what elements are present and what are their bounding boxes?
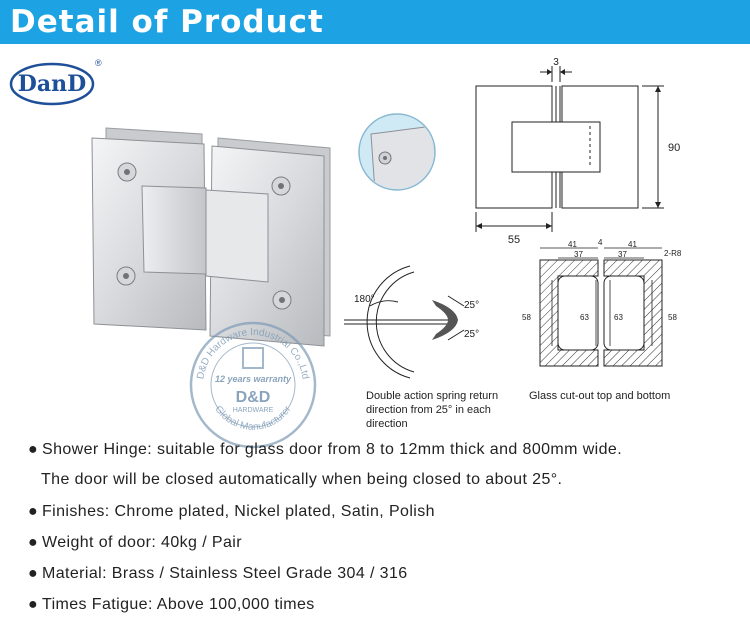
- angle-25-top: 25°: [464, 300, 480, 311]
- registered-mark: ®: [95, 58, 102, 68]
- feature-text: Material: Brass / Stainless Steel Grade 304 / 316: [42, 565, 408, 582]
- dim-41-left: 41: [568, 240, 577, 249]
- watermark-stamp: [188, 320, 318, 450]
- dim-37-right: 37: [618, 250, 627, 259]
- stamp-brand: D&D: [235, 389, 271, 406]
- feature-item: [28, 531, 743, 554]
- dim-height: 90: [668, 142, 681, 154]
- double-action-caption: Double action spring return direction from 25° in each direction: [366, 390, 499, 430]
- brand-logo: [9, 62, 95, 106]
- bullet-icon: ●: [28, 565, 39, 582]
- feature-text: Weight of door: 40kg / Pair: [42, 534, 242, 551]
- stamp-arc-bottom: Global Manufacturer: [212, 403, 294, 433]
- stamp-warranty: 12 years warranty: [214, 374, 292, 384]
- feature-item: [28, 562, 743, 585]
- dim-58-right: 58: [668, 313, 677, 322]
- cutout-drawing: [518, 240, 698, 380]
- page-title: Detail of Product: [10, 4, 324, 40]
- feature-text: Finishes: Chrome plated, Nickel plated, Satin, Polish: [42, 503, 435, 520]
- logo-text: DanD: [17, 71, 87, 97]
- bullet-icon: ●: [28, 503, 39, 520]
- bullet-icon: ●: [28, 441, 39, 458]
- angle-25-bottom: 25°: [464, 329, 480, 340]
- feature-list: [28, 438, 743, 616]
- dim-r8: 2-R8: [664, 249, 682, 258]
- feature-item: [28, 438, 743, 461]
- double-action-drawing: [340, 262, 490, 384]
- stamp-hardware: HARDWARE: [232, 407, 274, 414]
- dim-63-left: 63: [580, 313, 589, 322]
- dim-58-left: 58: [522, 313, 531, 322]
- dim-gap: 3: [553, 57, 559, 68]
- angle-180: 180°: [354, 294, 375, 305]
- feature-item: [28, 593, 743, 616]
- bullet-icon: ●: [28, 596, 39, 613]
- feature-text: The door will be closed automatically when being closed to about 25°.: [41, 471, 563, 488]
- dim-37-left: 37: [574, 250, 583, 259]
- feature-item: [28, 500, 743, 523]
- dim-63-right: 63: [614, 313, 623, 322]
- cutout-caption: Glass cut-out top and bottom: [529, 390, 671, 402]
- dim-width: 55: [507, 234, 521, 246]
- feature-text: Times Fatigue: Above 100,000 times: [42, 596, 315, 613]
- dimension-drawing: [468, 56, 681, 246]
- stamp-arc-top: D&D Hardware Industrial Co.,Ltd: [195, 326, 311, 381]
- feature-item: [28, 468, 743, 491]
- dim-41-right: 41: [628, 240, 637, 249]
- header-banner: [0, 0, 750, 44]
- feature-text: Shower Hinge: suitable for glass door from 8 to 12mm thick and 800mm wide.: [42, 441, 623, 458]
- detail-circle-photo: [357, 112, 437, 192]
- dim-4: 4: [598, 238, 603, 247]
- bullet-icon: ●: [28, 534, 39, 551]
